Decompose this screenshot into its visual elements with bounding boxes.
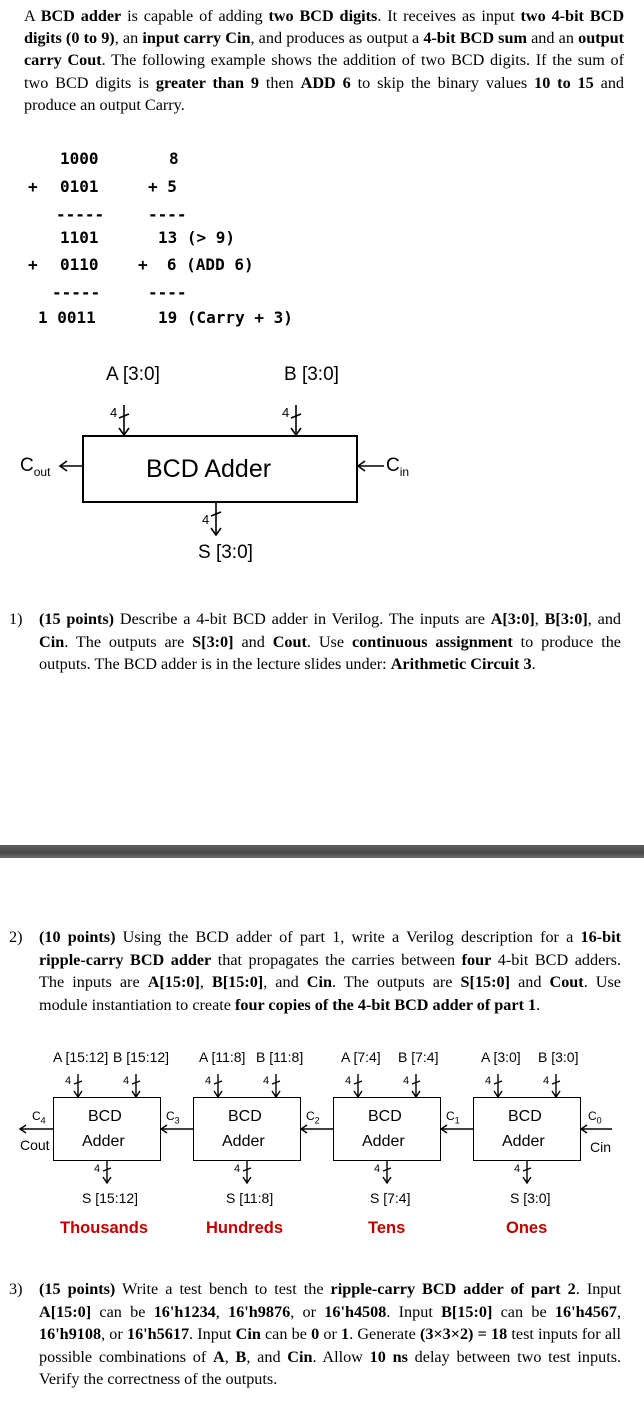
example-dash-decimal-1: ----	[148, 205, 187, 224]
adder3-a-label: A [7:4]	[341, 1049, 381, 1065]
example-row5-decimal: 19 (Carry + 3)	[158, 308, 293, 327]
adder1-b-width: 4	[123, 1075, 130, 1087]
cout-label: $C_{out}$	[20, 455, 51, 479]
adder3-b-width: 4	[403, 1075, 410, 1087]
adder3-block	[333, 1097, 441, 1161]
adder1-block	[53, 1097, 161, 1161]
adder3-label-line2: Adder	[362, 1133, 405, 1150]
carry-c0-label: $C_0$	[588, 1109, 602, 1126]
adder1-digit-label: Thousands	[60, 1219, 149, 1237]
adder2-label-line1: BCD	[228, 1108, 262, 1125]
adder4-a-label: A [3:0]	[481, 1049, 521, 1065]
question-2-number: 2)	[9, 928, 23, 946]
example-row2-binary: 0101	[60, 177, 99, 196]
adder3-b-label: B [7:4]	[398, 1049, 439, 1065]
example-row5-binary: 1 0011	[38, 308, 96, 327]
example-dash-decimal-2: ----	[148, 283, 187, 302]
question-1-text: (15 points) Describe a 4-bit BCD adder in Verilog. The inputs are A[3:0], B[3:0], and Cin. The outputs are S[3:0] and Cout. Use continuous assignment to produce the outputs. The BCD adder is in the lecture slides under: Arithmetic Circuit 3.	[39, 610, 622, 673]
s-width-label: 4	[202, 512, 210, 527]
question-2-text: (10 points) Using the BCD adder of part 1, write a Verilog description for a 16-bit ripple-carry BCD adder that propagates the carries between four 4-bit BCD adders. The inputs are A[15:0], B[15:0], and Cin. The outputs are S[15:0] and Cout. Use module instantiation to create four copies of the 4-bit BCD adder of part 1.	[39, 928, 622, 1014]
example-row2-decimal: + 5	[148, 177, 177, 196]
s-output-label: S [3:0]	[198, 542, 253, 563]
bcd-adder-label: BCD Adder	[146, 455, 272, 483]
adder3-label-line1: BCD	[368, 1108, 402, 1125]
adder2-a-width: 4	[205, 1075, 212, 1087]
example-plus-1: +	[28, 177, 38, 196]
adder2-s-label: S [11:8]	[226, 1190, 274, 1206]
cout-carry-label: Cout	[20, 1137, 50, 1153]
question-1-number: 1)	[9, 610, 23, 628]
adder3-digit-label: Tens	[368, 1219, 406, 1237]
adder1-label-line2: Adder	[82, 1133, 125, 1150]
example-plus-2: +	[28, 255, 38, 274]
adder4-label-line1: BCD	[508, 1108, 542, 1125]
adder1-s-width: 4	[94, 1163, 101, 1175]
carry-c3-label: $C_3$	[166, 1109, 180, 1126]
example-row4-binary: 0110	[60, 255, 99, 274]
carry-c4-label: $C_4$	[32, 1109, 46, 1126]
a-input-label: A [3:0]	[106, 364, 160, 385]
adder3-s-label: S [7:4]	[370, 1190, 411, 1206]
adder4-s-width: 4	[514, 1163, 521, 1175]
adder3-s-width: 4	[374, 1163, 381, 1175]
example-row4-decimal: + 6 (ADD 6)	[138, 255, 254, 274]
adder3-a-width: 4	[345, 1075, 352, 1087]
question-3	[9, 1278, 621, 1391]
question-3-text: (15 points) Write a test bench to test the ripple-carry BCD adder of part 2. Input A[15:0] can be 16'h1234, 16'h9876, or 16'h4508. Input B[15:0] can be 16'h4567, 16'h9108, or 16'h5617. Input Cin can be 0 or 1. Generate (3×3×2) = 18 test inputs for all possible combinations of A, B, and Cin. Allow 10 ns delay between two test inputs. Verify the correctness of the outputs.	[39, 1280, 622, 1388]
example-dash-binary-1: -----	[56, 205, 105, 224]
example-row1-binary: 1000	[60, 149, 99, 168]
adder1-label-line1: BCD	[88, 1108, 122, 1125]
adder4-b-width: 4	[543, 1075, 550, 1087]
adder4-label-line2: Adder	[502, 1133, 545, 1150]
cin-label: $C_{in}$	[386, 455, 410, 479]
adder2-b-width: 4	[263, 1075, 270, 1087]
adder4-a-width: 4	[485, 1075, 492, 1087]
example-row1-decimal: 8	[169, 149, 179, 168]
cin-carry-label: Cin	[590, 1139, 612, 1155]
intro-paragraph: A BCD adder is capable of adding two BCD digits. It receives as input two 4-bit BCD digits (0 to 9), an input carry Cin, and produces as output a 4-bit BCD sum and an output carry Cout. The following example shows the addition of two BCD digits. If the sum of two BCD digits is greater than 9 then ADD 6 to skip the binary values 10 to 15 and produce an output Carry.	[24, 7, 625, 114]
example-row3-decimal: 13 (> 9)	[158, 228, 236, 247]
adder4-b-label: B [3:0]	[538, 1049, 579, 1065]
adder2-block	[193, 1097, 301, 1161]
adder4-block	[473, 1097, 581, 1161]
b-width-label: 4	[282, 405, 290, 420]
adder4-digit-label: Ones	[506, 1219, 548, 1237]
adder2-digit-label: Hundreds	[206, 1219, 284, 1237]
adder1-a-width: 4	[65, 1075, 72, 1087]
carry-c1-label: $C_1$	[446, 1109, 460, 1126]
example-dash-binary-2: -----	[52, 283, 101, 302]
adder1-s-label: S [15:12]	[82, 1190, 139, 1206]
adder4-s-label: S [3:0]	[510, 1190, 551, 1206]
adder2-label-line2: Adder	[222, 1133, 265, 1150]
example-row3-binary: 1101	[60, 228, 99, 247]
adder2-b-label: B [11:8]	[256, 1049, 304, 1065]
question-3-number: 3)	[9, 1280, 23, 1298]
b-input-label: B [3:0]	[284, 364, 339, 385]
adder1-b-label: B [15:12]	[113, 1049, 170, 1065]
adder2-s-width: 4	[234, 1163, 241, 1175]
carry-c2-label: $C_2$	[306, 1109, 320, 1126]
a-width-label: 4	[110, 405, 118, 420]
adder2-a-label: A [11:8]	[199, 1049, 246, 1065]
adder1-a-label: A [15:12]	[53, 1049, 109, 1065]
